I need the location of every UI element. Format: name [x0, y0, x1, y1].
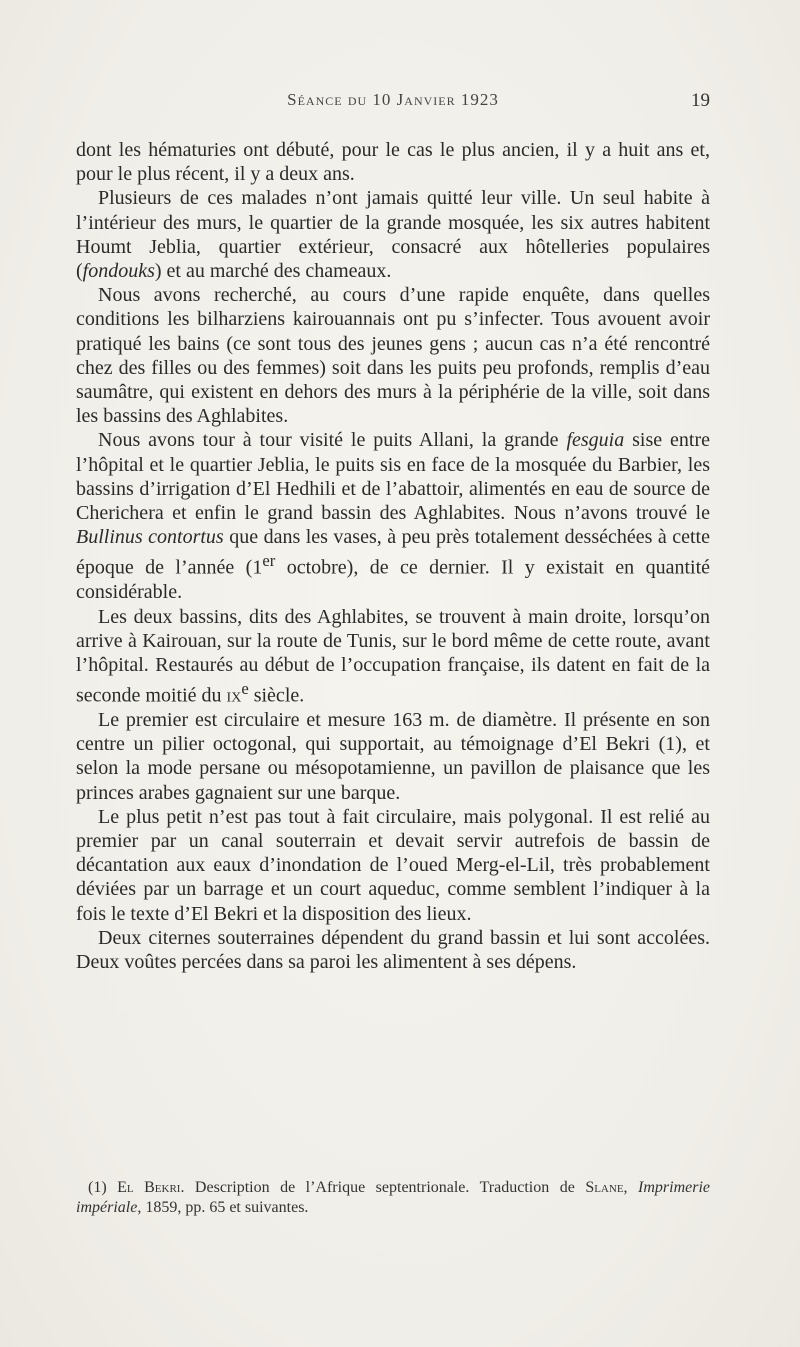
- text-run: , 1859, pp. 65 et suivantes.: [137, 1199, 309, 1216]
- small-caps-text: El Bekri: [117, 1179, 181, 1196]
- page-number: 19: [691, 90, 710, 111]
- superscript: er: [262, 551, 276, 571]
- footnote: [76, 1178, 710, 1218]
- text-run: Deux citernes souterraines dépendent du grand bassin et lui sont accolées. Deux voûtes percées dans sa paroi les alimentent à ses dépens.: [76, 926, 710, 974]
- text-run: Nous avons tour à tour visité le puits Allani, la grande: [98, 429, 567, 452]
- text-run: dont les hématuries ont débuté, pour le cas le plus ancien, il y a huit ans et, pour le plus récent, il y a deux ans.: [76, 139, 710, 186]
- text-run: octobre), de ce dernier. Il y existait en quantité considérable.: [76, 557, 711, 604]
- text-run: ,: [623, 1179, 639, 1196]
- text-run: Plusieurs de ces malades n’ont jamais quitté leur ville. Un seul habite à l’intérieur des murs, le quartier de la grande mosquée, les six autres habitent Houmt Jeblia, quartier extérieur, consacré aux hôtelleries populaires (: [76, 187, 710, 283]
- body-text: [76, 138, 710, 974]
- text-run: Nous avons recherché, au cours d’une rapide enquête, dans quelles conditions les bilharziens kairouannais ont pu s’infecter. Tous avouent avoir pratiqué les bains (ce sont tous des jeunes gens ; aucun cas n’a été rencontré chez des filles ou des femmes) soit dans les puits peu profonds, remplis d’eau saumâtre, qui existent en dehors des murs à la périphérie de la ville, soit dans les bassins des Aghlabites.: [76, 284, 710, 428]
- text-run: que dans les vases, à peu près totalement desséchées à cette époque de l’année (1: [76, 526, 710, 580]
- text-run: Le plus petit n’est pas tout à fait circulaire, mais polygonal. Il est relié au premier par un canal souterrain et devait servir autrefois de bassin de décantation aux eaux d’inondation de l’oued Merg-el-Lil, très probablement déviées par un barrage et un court aqueduc, comme semblent l’indiquer à la fois le texte d’El Bekri et la disposition des lieux.: [76, 805, 710, 925]
- running-head: [76, 90, 710, 114]
- small-caps-text: ix: [226, 684, 242, 707]
- text-run: sise entre l’hôpital et le quartier Jeblia, le puits sis en face de la mosquée du Barbier, les bassins d’irrigation d’El Hedhili et de l’abattoir, alimentés en eau de source de Cherichera et enfin le grand bassin des Aghlabites. Nous n’avons trouvé le: [76, 429, 710, 525]
- text-run: . Description de l’Afrique septentrionale. Traduction de: [180, 1179, 586, 1196]
- italic-term: fesguia: [566, 429, 625, 452]
- paragraph-p3: [76, 283, 710, 428]
- text-run: siècle.: [248, 684, 305, 707]
- small-caps-text: Slane: [585, 1179, 624, 1196]
- text-run: Les deux bassins, dits des Aghlabites, se trouvent à main droite, lorsqu’on arrive à Kairouan, sur la route de Tunis, sur le bord même de cette route, avant l’hôpital. Restaurés au début de l’occupation française, ils datent en fait de la seconde moitié du: [76, 605, 710, 707]
- paragraph-p2: [76, 186, 710, 283]
- text-run: ) et au marché des chameaux.: [154, 260, 392, 283]
- paragraph-p4: [76, 428, 710, 604]
- text-run: (1): [88, 1179, 118, 1196]
- paragraph-p6: [76, 708, 710, 805]
- italic-term: fondouks: [82, 260, 155, 283]
- superscript: e: [241, 679, 249, 699]
- running-head-title: Séance du 10 Janvier 1923: [287, 90, 499, 109]
- paragraph-p1: [76, 138, 710, 186]
- italic-term: Bullinus contortus: [76, 526, 224, 549]
- paragraph-p5: [76, 605, 710, 708]
- paragraph-p8: [76, 926, 710, 974]
- text-run: Le premier est circulaire et mesure 163 m. de diamètre. Il présente en son centre un pilier octogonal, qui supportait, au témoignage d’El Bekri (1), et selon la mode persane ou mésopotamienne, un pavillon de plaisance que les princes arabes gagnaient sur une barque.: [76, 708, 710, 804]
- paragraph-p7: [76, 805, 710, 926]
- italic-term: Imprimerie impériale: [76, 1179, 711, 1216]
